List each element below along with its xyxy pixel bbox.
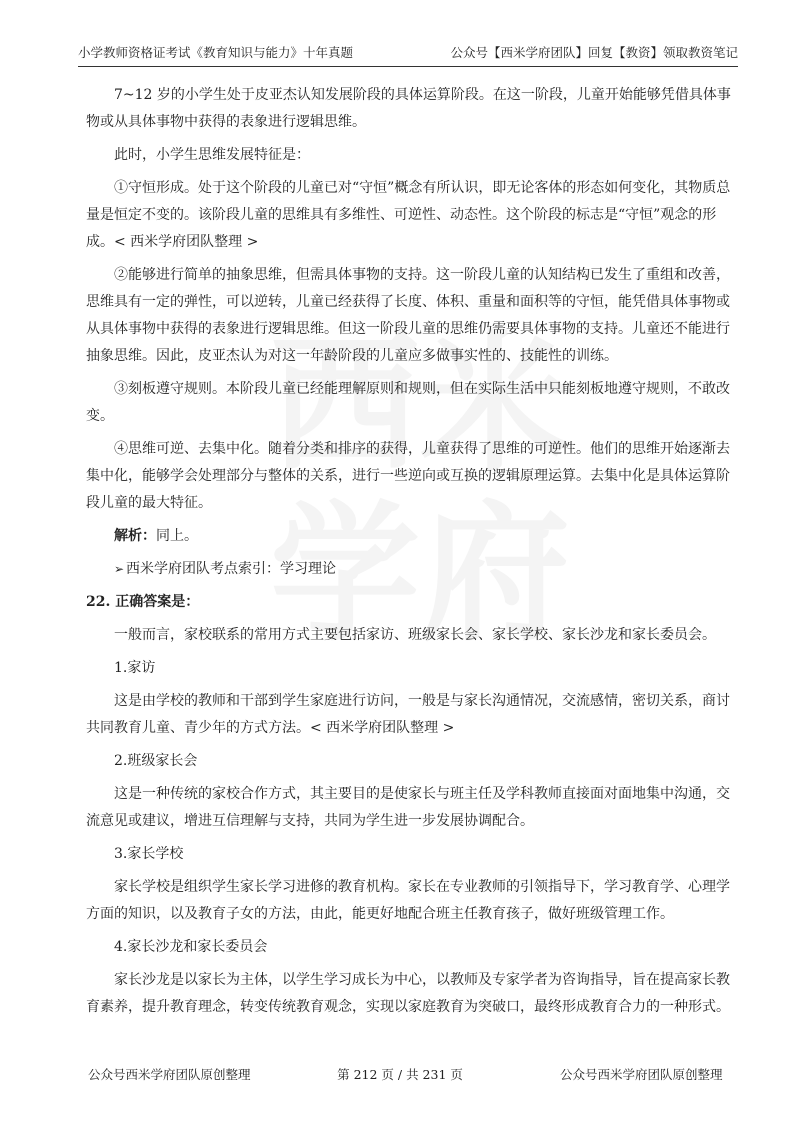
- paragraph-features-intro: 此时，小学生思维发展特征是：: [114, 147, 310, 163]
- paragraph-conservation: ①守恒形成。处于这个阶段的儿童已对“守恒”概念有所认识，即无论客体的形态如何变化，其物质总量是恒定不变的。该阶段儿童的思维具有多维性、可逆性、动态性。这个阶段的标志是“守恒”观念的形成。< 西米学府团队整理 >: [86, 180, 731, 250]
- heading-parent-school: 3.家长学校: [114, 846, 184, 862]
- header-left-text: 小学教师资格证考试《教育知识与能力》十年真题: [78, 45, 354, 60]
- header-right-text: 公众号【西米学府团队】回复【教资】领取教资笔记: [450, 45, 738, 60]
- question-22-heading: 22. 正确答案是：: [86, 594, 200, 610]
- paragraph-abstract-thinking: ②能够进行简单的抽象思维，但需具体事物的支持。这一阶段儿童的认知结构已发生了重组和改善，思维具有一定的弹性，可以逆转，儿童已经获得了长度、体积、重量和面积等的守恒，能凭借具体事物或从具体事物中获得的表象进行逻辑思维。但这一阶段儿童的思维仍需要具体事物的支持。儿童还不能进行抽象思维。因此，皮亚杰认为对这一年龄阶段的儿童应多做事实性的、技能性的训练。: [86, 267, 730, 364]
- paragraph-rules: ③刻板遵守规则。本阶段儿童已经能理解原则和规则，但在实际生活中只能刻板地遵守规则，不敢改变。: [86, 381, 730, 424]
- heading-parent-meeting: 2.班级家长会: [114, 753, 198, 769]
- index-line: [86, 556, 736, 583]
- analysis-label: 解析：: [114, 528, 156, 544]
- page-footer: [0, 1066, 800, 1088]
- paragraph-parent-salon: 家长沙龙是以家长为主体，以学生学习成长为中心，以教师及专家学者为咨询指导，旨在提高家长教育素养，提升教育理念，转变传统教育观念，实现以家庭教育为突破口，最终形成教育合力的一种形式。: [86, 972, 730, 1015]
- page-header: [78, 44, 738, 67]
- footer-right-text: 公众号西米学府团队原创整理: [560, 1067, 723, 1082]
- paragraph-reversibility: ④思维可逆、去集中化。随着分类和排序的获得，儿童获得了思维的可逆性。他们的思维开始逐渐去集中化，能够学会处理部分与整体的关系，进行一些逆向或互换的逻辑原理运算。去集中化是具体运算阶段儿童的最大特征。: [86, 441, 730, 511]
- paragraph-parent-meeting: 这是一种传统的家校合作方式，其主要目的是使家长与班主任及学科教师直接面对面地集中沟通，交流意见或建议，增进互信理解与支持，共同为学生进一步发展协调配合。: [86, 786, 730, 829]
- paragraph-home-school-intro: 一般而言，家校联系的常用方式主要包括家访、班级家长会、家长学校、家长沙龙和家长委员会。: [114, 627, 716, 643]
- index-text: 西米学府团队考点索引：学习理论: [126, 561, 336, 577]
- paragraph-parent-school: 家长学校是组织学生家长学习进修的教育机构。家长在专业教师的引领指导下，学习教育学、心理学方面的知识，以及教育子女的方法，由此，能更好地配合班主任教育孩子，做好班级管理工作。: [86, 879, 730, 922]
- document-body: [86, 82, 736, 1021]
- analysis-line: [86, 523, 736, 550]
- heading-parent-salon: 4.家长沙龙和家长委员会: [114, 939, 268, 955]
- paragraph-home-visit: 这是由学校的教师和干部到学生家庭进行访问，一般是与家长沟通情况，交流感情，密切关系，商讨共同教育儿童、青少年的方式方法。< 西米学府团队整理 >: [86, 693, 730, 736]
- analysis-text: 同上。: [156, 528, 198, 544]
- footer-left-text: 公众号西米学府团队原创整理: [88, 1067, 251, 1082]
- heading-home-visit: 1.家访: [114, 660, 156, 676]
- paragraph-stage-intro: 7~12 岁的小学生处于皮亚杰认知发展阶段的具体运算阶段。在这一阶段，儿童开始能够凭借具体事物或从具体事物中获得的表象进行逻辑思维。: [86, 87, 731, 130]
- page-number: 第 212 页 / 共 231 页: [337, 1067, 463, 1082]
- arrow-bullet-icon: ➢: [114, 562, 125, 576]
